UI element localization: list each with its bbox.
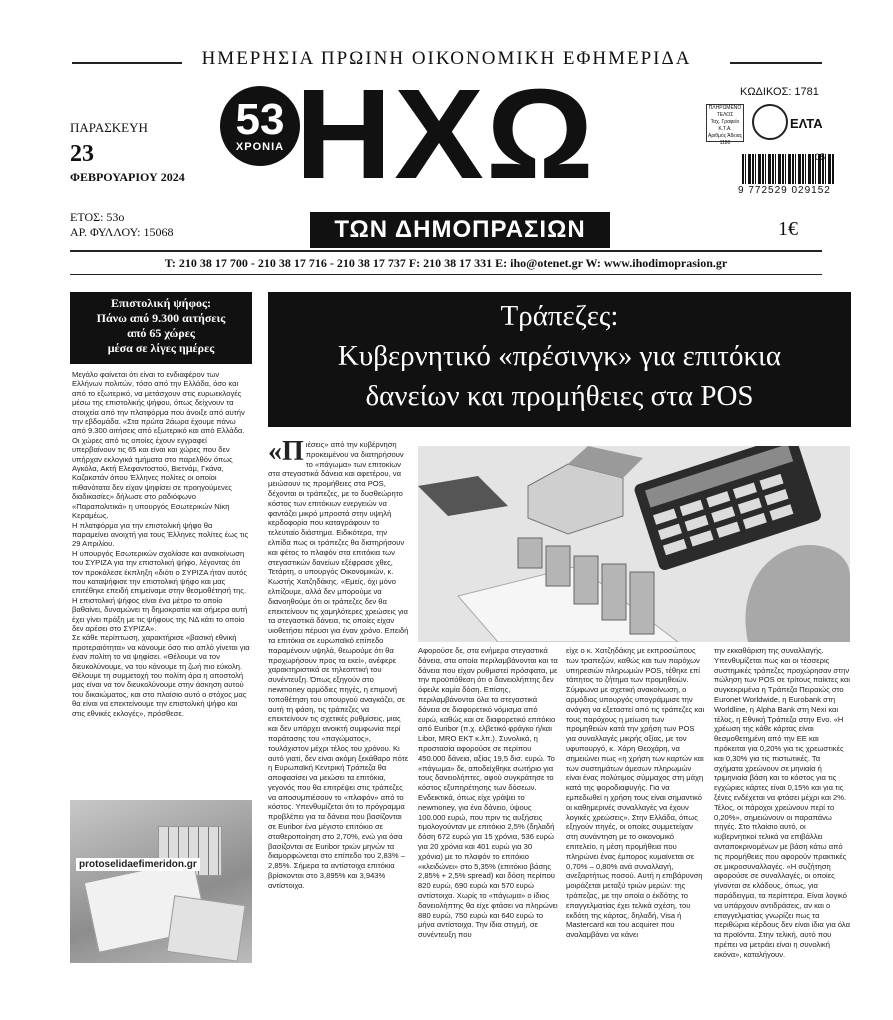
watermark: protoselidaefimeridon.gr (76, 858, 200, 871)
calculator-photo (418, 446, 850, 642)
stamp-line: Κ.Τ.Α. (718, 126, 732, 132)
issue-year: ΕΤΟΣ: 53ο (70, 210, 125, 224)
article-text: ιέσεις» από την κυβέρνηση προκειμένου να διατηρήσουν το «πάγωμα» των επιτοκίων στα στεγαστικά δάνεια και αφετέρου, να μειώσουν τις προμήθειες στα POS, δέχονται οι τράπεζες, με το δυσθεώρητο κόστος των επιτόκιων ενεργειών να φαντάζει μικρό μπροστά στην υψηλή κερδοφορία που καταγράφουν το τελευταίο διάστημα. Ειδικότερα, την ελπίδα πως οι τράπεζες θα διατηρήσουν και φέτος το πλαφόν στα επιτόκια των στεγαστικών δανείων εξέφρασε χθες, Τετάρτη, ο υπουργός Οικονομικών, κ. Κωστής Χατζηδάκης. «Εμείς, όχι μόνο ελπίζουμε, αλλά δεν μπορούμε να διανοηθούμε ότι οι τράπεζες δεν θα επεκτείνουν τις χαμηλότερες χρεώσεις για τα στεγαστικά δάνεια, τις οποίες είχαν υιοθετήσει πέρυσι για έναν χρόνο. Επειδή τα επιτόκια σε ευρωπαϊκό επίπεδο παραμένουν υψηλά, θεωρούμε ότι θα προχωρήσουν προς τα εκεί», ανέφερε χαρακτηριστικά σε τηλεοπτική του συνέντευξη. Όπως εξηγούν στο newmoney αρμόδιες πηγές, η επιμονή τοποθέτηση του υπουργού αναγκάζει, σε αυτή τη φάση, τις τράπεζες να επεκτείνουν τις σχετικές ρυθμίσεις, μιας και δεν υπάρχει ανοικτή συμφωνία περί παράτασης του «παγώματος», τουλάχιστον μέχρι τέλος του χρόνου. Κι αυτό γιατί, δεν είναι ακόμη ξεκάθαρο πότε η Ευρωπαϊκή Κεντρική Τράπεζα θα αποφασίσει να μειώσει τα επιτόκια, γεγονός που θα επιτρέψει στις τράπεζες να αποσυμπιέσουν το «πλαφόν» από το κόστος. Υπενθυμίζεται ότι το πρόγραμμα προβλέπει για τα δάνεια που βασίζονται σε Euribor ένα μέγιστο επιτόκιο σε σταθεροποίηση στο 2,70%, ενώ για όσα βασίζονται σε Euribor τριών μηνών τα διαμορφώνεται στο επίπεδο του 2,83% – 2,85%. Σήμερα τα αντίστοιχα επιτόκια βρίσκονται στο 3,895% και 3,943% αντίστοιχα. (268, 440, 409, 890)
top-rule-right (730, 62, 822, 64)
article-dropcap: «Π (268, 440, 304, 467)
stamp-line: ΠΛΗΡΩΜΕΝΟ (708, 105, 742, 111)
lead-headline-line: δανείων και προμήθειες στα POS (365, 380, 754, 412)
sidebar-paragraph: Η υπουργός Εσωτερικών σχολίασε και ανακοίνωση του ΣΥΡΙΖΑ για την επιστολική ψήφο, λέγοντας ότι τον προκάλεσε έκπληξη «διότι ο ΣΥΡΙΖΑ ήταν αυτός που καταψήφισε την επιστολική ψήφο και μας επιτέθηκε επειδή επιμείναμε στην θεσμοθέτησή της. Η επιστολική ψήφος είναι ένα μέτρο το οποίο βαθαίνει, δυναμώνει τη δημοκρατία και σήμερα αυτή έχει γίνει πράξη με τις ψήφους της ΝΔ κάτι το οποίο δεν αρέσει στο ΣΥΡΙΖΑ». (72, 548, 248, 633)
contact-rule-top (70, 250, 822, 252)
issue-date-number: 23 (70, 141, 94, 167)
sidebar-headline (70, 292, 252, 364)
article-column-4: την εκκαθάριση της συναλλαγής. Υπενθυμίζεται πως και οι τέσσερις συστημικές τράπεζες προχώρησαν στην πώληση των POS σε τρίτους παίκτες και συγκεκριμένα η Τράπεζα Πειραιώς στο Euronet Worldwide, η Eurobank στη Worldline, η Alpha Bank στη Nexi και τέλος, η Εθνική Τράπεζα στην Evo. «Η χρέωση της κάθε κάρτας είναι θεσμοθετημένη από την ΕΕ και πρόκειται για 0,20% για τις χρεωστικές και 0,30% για τις πιστωτικές. Τα σχήματα χρεώνουν σε μηνιαία ή τριμηνιαία βάση και το κόστος για τις εγχώριες κάρτες είναι 0,15% και για τις ξένες ενδέχεται να φτάσει μέχρι και 2%. Τέλος, οι πάροχοι χρεώνουν περί το 0,20%», σημειώνουν οι παραπάνω πηγές. Στο πλαίσιο αυτό, οι κυβερνητικοί τελικά να επιβάλλει ανταποκρινομένων με βάση κάτω από τις προμήθειες που αφορούν πρακτικές σε μικροσυναλλαγές. «Η συζήτηση αφορούσε σε συναλλαγές, οι οποίες γίνονται σε κλάδους, όπως, για παράδειγμα, τα περίπτερα. Είναι λογικό να υπάρχουν αντιδράσεις, αν και ο επαγγελματίας γνωρίζει πως τα περιθώρια κέρδους δεν είναι ίδια για όλα τα προϊόντα. Στην τελική, αυτό που πρέπει να μετράει είναι η συνολική εικόνα», καταλήγουν. (714, 646, 850, 959)
barcode-number: 9 772529 029152 (738, 185, 831, 196)
stamp-line: ΤΕΛΟΣ (716, 112, 734, 118)
masthead-subtitle: ΤΩΝ ΔΗΜΟΠΡΑΣΙΩΝ (310, 212, 610, 248)
sidebar-headline-line: Επιστολική ψήφος: (110, 296, 212, 310)
sidebar-paragraph: Η πλατφόρμα για την επιστολική ψήφο θα παραμείνει ανοιχτή για τους Έλληνες πολίτες έως τις 29 Απριλίου. (72, 520, 249, 549)
lead-headline (268, 292, 851, 427)
postal-logo-icon (752, 104, 788, 140)
stamp-line: 1180 (719, 140, 731, 146)
stamp-line: Ταχ. Γραφείο (710, 119, 740, 125)
contact-rule-bottom (70, 274, 822, 275)
tagline: ΗΜΕΡΗΣΙΑ ΠΡΩΙΝΗ ΟΙΚΟΝΟΜΙΚΗ ΕΦΗΜΕΡΙΔΑ (201, 48, 692, 69)
sidebar-paragraph: Σε κάθε περίπτωση, χαρακτήρισε «βασική εθνική προτεραιότητα» να κάνουμε όσο πιο απλό γίνεται για έναν πολίτη το να ψηφίσει. «Θέλουμε να τον διευκολύνουμε, να του κάνουμε τη ζωή πιο εύκολη. Θέλουμε τη συμμετοχή του πολίτη άρα η αποστολή μας είναι να τον διευκολύνουμε στην άσκηση αυτού του δικαιώματος, και στο πλαίσιο αυτό ο στόχος μας θα είναι να επεκτείνουμε την επιστολική ψήφο και στις εθνικές εκλογές», πρόσθεσε. (72, 633, 250, 718)
issue-number: ΑΡ. ΦΥΛΛΟΥ: 15068 (70, 225, 174, 239)
article-column-2: Αφορούσε δε, στα ενήμερα στεγαστικά δάνεια, στα οποία περιλαμβάνονται και τα δάνεια που είχαν ρυθμιστεί πρόσφατα, με την προϋπόθεση ότι ο δανειολήπτης δεν όφειλε καμία δόση. Επίσης, περιλαμβάνονται όλα τα στεγαστικά δάνεια σε διαφορετικό νόμισμα από ευρώ, καθώς και σε διαφορετικό επιτόκιο από Euribor (π.χ. ελβετικό φράγκο ή/και Libor, MRO ΕΚΤ κ.λπ.). Συνολικά, η προστασία αφορούσε σε περίπου 450.000 δάνεια, αξίας 19,5 δισ. ευρώ. Το «πάγωμα» δε, αποδείχθηκε σωτήριο για τους δανειολήπτες, αφού συγκράτησε το κόστος εξυπηρέτησης των δόσεων. Ενδεικτικά, όπως είχε γράψει το newmoney, για ένα δάνειο, ύψους 100.000 ευρώ, που πριν τις αυξήσεις τιμολογούνταν με επιτόκιο 2,5% (δηλαδή δόση 672 ευρώ για 15 χρόνια, 536 ευρώ για 20 χρόνια και 401 ευρώ για 30 χρόνια) με το πλαφόν το επιτόκιο «κλειδώνει» στο 5,35% (επιτόκιο βάσης 2,85% + 2,5% spread) και δόση περίπου 820 ευρώ, 690 ευρώ και 570 ευρώ αντίστοιχα. Χωρίς το «πάγωμα» ο ίδιος δανειολήπτης θα είχε φτάσει να πληρώνει 880 ευρώ, 750 ευρώ και 640 ευρώ το μήνα αντίστοιχα. Την ίδια στιγμή, σε συνέντευξη που (418, 646, 558, 940)
lead-headline-line: Κυβερνητικό «πρέσινγκ» για επιτόκια (337, 340, 782, 372)
price: 1€ (778, 218, 798, 240)
anniversary-badge (220, 86, 300, 166)
issue-day: ΠΑΡΑΣΚΕΥΗ (70, 120, 148, 135)
postage-paid-stamp (706, 104, 744, 146)
sidebar-paragraph: Μεγάλο φαίνεται ότι είναι το ενδιαφέρον των Ελλήνων πολιτών, τόσο από την Ελλάδα, όσο και από το εξωτερικό, να μετάσχουν στις ευρωεκλογές μέσω της επιστολικής ψήφου, όπως δείχνουν τα στοιχεία από την πλατφόρμα που άνοιξε από αυτήν την εβδομάδα. «Στα πρώτα 2άωρα έχουμε πάνω από 9.300 αιτήσεις από εξωτερικό και από Ελλάδα. Οι χώρες από τις οποίες έχουν εγγραφεί υπερβαίνουν τις 65 και είναι και χώρες που δεν υπήρχαν εκλογικά τμήματα στο παρελθόν όπως Αγκόλα, Ακτή Ελεφαντοστού, Βιετνάμ, Γκάνα, Καζακστάν όπου Έλληνες πολίτες οι οποίοι πιθανότατα δεν είχαν ψηφίσει σε προηγούμενες διαδικασίες» δήλωσε στο ραδιόφωνο «Παραπολιτικά» η υπουργός Εσωτερικών Νίκη Κεραμέως. (72, 370, 245, 521)
sidebar-body (72, 370, 250, 795)
anniversary-number: 53 (235, 95, 285, 144)
stamp-line: Αριθμός Άδειας (707, 133, 743, 139)
anniversary-word: ΧΡΟΝΙΑ (235, 141, 285, 153)
calculator-illustration (418, 446, 850, 642)
issue-date-month: ΦΕΒΡΟΥΑΡΙΟΥ 2024 (70, 170, 185, 184)
sidebar-headline-line: Πάνω από 9.300 αιτήσεις (96, 311, 226, 325)
postal-brand: ΕΛΤΑ (790, 116, 823, 131)
contact-line: T: 210 38 17 700 - 210 38 17 716 - 210 38 17 737 F: 210 38 17 331 E: iho@otenet.gr W: www.ihodimoprasion.gr (164, 256, 728, 270)
top-rule-left (72, 62, 182, 64)
form-card (166, 895, 245, 961)
lead-headline-line: Τράπεζες: (500, 300, 619, 332)
article-column-3: είχε ο κ. Χατζηδάκης με εκπροσώπους των τραπεζών, καθώς και των παρόχων υπηρεσιών πληρωμών POS, τέθηκε επί τάπητος το ζήτημα των προμηθειών. Σύμφωνα με σχετική ανακοίνωση, ο αρμόδιος υπουργός υπογράμμισε την ανάγκη να εξεταστεί από τις τράπεζες και τους παρόχους η μείωση των προμηθειών κατά την χρήση των POS για συναλλαγές μικρής αξίας, με τον υφυπουργό, κ. Χάρη Θεοχάρη, να σημειώνει πως «η χρήση των καρτών και των συστημάτων άμεσων πληρωμών είναι ένας πολύτιμος σύμμαχος στη μάχη κατά της φοροδιαφυγής. Για να εμπεδωθεί η χρήση τους είναι σημαντικό οι καθημερινές συναλλαγές να έχουν λογικές χρεώσεις». Στην Ελλάδα, όπως εξηγούν πηγές, οι οποίες συμμετείχαν στη συνάντηση με το οικονομικό επιτελείο, η μέση προμήθεια που πληρώνει ένας έμπορος κυμαίνεται σε 0,70% – 0,80% ανά συναλλαγή, ανεξαρτήτως ποσού. Αυτή η επιβάρυνση μοιράζεται μεταξύ τριών μερών: της τράπεζας, με την οποία ο έκδότης το επαγγελματίας έχει τελικά σχέση, του εκδότη της κάρτας, δηλαδή, Visa ή Mastercard και του acquirer που αναλαμβάνει να κάνει (566, 646, 705, 940)
ballot-photo (70, 800, 252, 963)
sidebar-headline-line: μέσα σε λίγες ημέρες (107, 341, 215, 355)
barcode-issue: 05 (815, 152, 826, 162)
product-code: ΚΩΔΙΚΟΣ: 1781 (740, 86, 819, 98)
article-column-1 (268, 440, 410, 962)
sidebar-headline-line: από 65 χώρες (127, 326, 195, 340)
masthead-title: ΗΧΩ (295, 63, 596, 206)
